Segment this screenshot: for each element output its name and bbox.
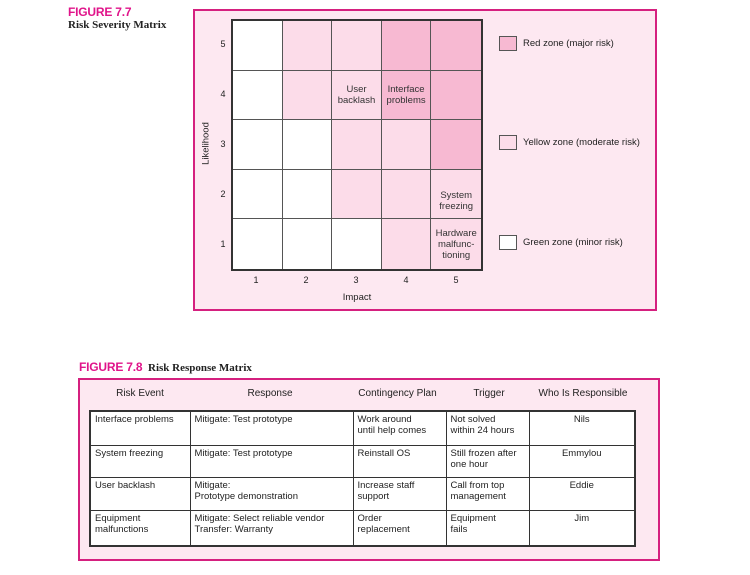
- cell-responsible: Eddie: [529, 477, 634, 510]
- cell-contingency: Increase staff support: [353, 477, 446, 510]
- y-tick-3: 3: [220, 139, 226, 149]
- risk-response-table-frame: [89, 410, 636, 547]
- matrix-cell-l5-i2: [283, 21, 333, 71]
- x-tick-4: 4: [403, 275, 409, 285]
- y-tick-5: 5: [220, 39, 226, 49]
- cell-trigger: Still frozen after one hour: [446, 445, 529, 477]
- x-tick-1: 1: [253, 275, 259, 285]
- header-who-responsible: Who Is Responsible: [538, 388, 628, 399]
- table-row: [91, 510, 634, 545]
- matrix-cell-l4-i1: [233, 71, 283, 121]
- matrix-cell-l3-i4: [382, 120, 432, 170]
- cell-contingency: Work around until help comes: [353, 412, 446, 445]
- matrix-cell-l2-i1: [233, 170, 283, 220]
- figure-7-8-label: FIGURE 7.8: [79, 360, 143, 374]
- matrix-cell-l5-i3: [332, 21, 382, 71]
- cell-responsible: Jim: [529, 510, 634, 545]
- y-axis-label: Likelihood: [200, 122, 212, 165]
- matrix-cell-l1-i5: Hardware malfunc- tioning: [431, 219, 481, 269]
- x-tick-3: 3: [353, 275, 359, 285]
- cell-contingency: Reinstall OS: [353, 445, 446, 477]
- matrix-cell-l4-i5: [431, 71, 481, 121]
- x-tick-2: 2: [303, 275, 309, 285]
- matrix-cell-l5-i4: [382, 21, 432, 71]
- cell-trigger: Call from top management: [446, 477, 529, 510]
- cell-trigger: Not solved within 24 hours: [446, 412, 529, 445]
- header-response: Response: [247, 388, 293, 399]
- matrix-cell-l1-i2: [283, 219, 333, 269]
- matrix-cell-l1-i1: [233, 219, 283, 269]
- y-tick-2: 2: [220, 189, 226, 199]
- matrix-cell-l3-i2: [283, 120, 333, 170]
- table-row: [91, 412, 634, 445]
- matrix-cell-l1-i3: [332, 219, 382, 269]
- risk-response-table: [91, 412, 634, 545]
- figure-7-8-title: Risk Response Matrix: [148, 362, 252, 374]
- x-tick-5: 5: [453, 275, 459, 285]
- matrix-cell-l4-i2: [283, 71, 333, 121]
- cell-responsible: Nils: [529, 412, 634, 445]
- matrix-cell-l2-i2: [283, 170, 333, 220]
- matrix-cell-l3-i3: [332, 120, 382, 170]
- legend-yellow-swatch: [499, 135, 517, 150]
- legend-green-swatch: [499, 235, 517, 250]
- cell-response: Mitigate: Test prototype: [190, 412, 353, 445]
- cell-contingency: Order replacement: [353, 510, 446, 545]
- cell-risk-event: System freezing: [91, 445, 190, 477]
- matrix-cell-l3-i5: [431, 120, 481, 170]
- x-axis-label: Impact: [342, 292, 372, 303]
- matrix-cell-l1-i4: [382, 219, 432, 269]
- figure-7-7-title: Risk Severity Matrix: [68, 19, 167, 31]
- cell-response: Mitigate: Select reliable vendor Transfer: Warranty: [190, 510, 353, 545]
- table-row: [91, 477, 634, 510]
- cell-risk-event: Equipment malfunctions: [91, 510, 190, 545]
- table-row: [91, 445, 634, 477]
- matrix-cell-l4-i4: Interface problems: [382, 71, 432, 121]
- header-trigger: Trigger: [473, 388, 505, 399]
- legend-red-swatch: [499, 36, 517, 51]
- matrix-cell-l5-i5: [431, 21, 481, 71]
- cell-response: Mitigate: Prototype demonstration: [190, 477, 353, 510]
- cell-trigger: Equipment fails: [446, 510, 529, 545]
- matrix-cell-l4-i3: User backlash: [332, 71, 382, 121]
- matrix-cell-l3-i1: [233, 120, 283, 170]
- legend-yellow-text: Yellow zone (moderate risk): [523, 137, 640, 148]
- y-tick-4: 4: [220, 89, 226, 99]
- cell-risk-event: Interface problems: [91, 412, 190, 445]
- matrix-cell-l5-i1: [233, 21, 283, 71]
- header-risk-event: Risk Event: [116, 388, 164, 399]
- risk-severity-matrix: [231, 19, 483, 271]
- cell-responsible: Emmylou: [529, 445, 634, 477]
- y-tick-1: 1: [220, 239, 226, 249]
- figure-7-7-label: FIGURE 7.7: [68, 5, 132, 19]
- legend-green-text: Green zone (minor risk): [523, 237, 623, 248]
- legend-red-text: Red zone (major risk): [523, 38, 614, 49]
- matrix-cell-l2-i4: [382, 170, 432, 220]
- matrix-cell-l2-i5: System freezing: [431, 170, 481, 220]
- header-contingency-plan: Contingency Plan: [358, 388, 437, 399]
- matrix-cell-l2-i3: [332, 170, 382, 220]
- cell-risk-event: User backlash: [91, 477, 190, 510]
- cell-response: Mitigate: Test prototype: [190, 445, 353, 477]
